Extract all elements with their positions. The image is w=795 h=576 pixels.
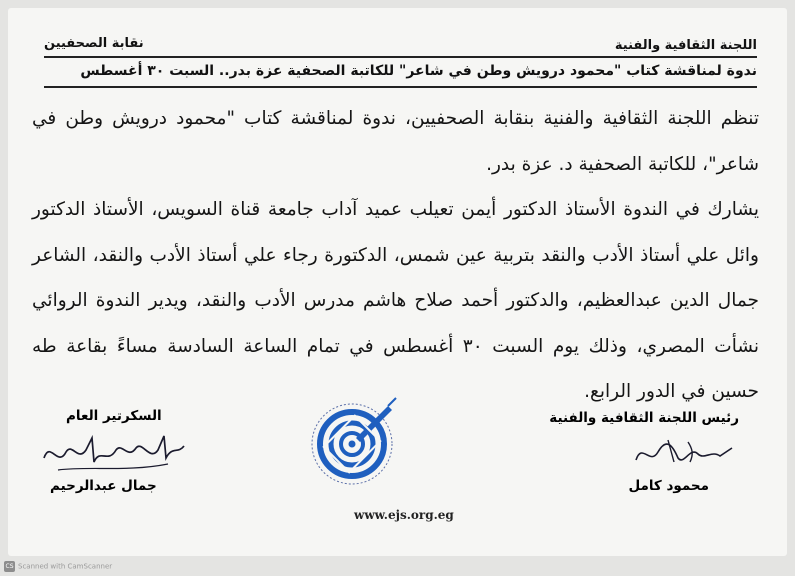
scanner-watermark [4,561,112,572]
scanner-watermark-text: Scanned with CamScanner [18,562,113,571]
body-paragraph-1: تنظم اللجنة الثقافية والفنية بنقابة الصحفيين، ندوة لمناقشة كتاب "محمود درويش وطن في شاعر"، للكاتبة الصحفية د. عزة بدر. [32,108,759,175]
header-divider [44,56,757,58]
document-title: ندوة لمناقشة كتاب "محمود درويش وطن في شاعر" للكاتبة الصحفية عزة بدر.. السبت ٣٠ أغسطس [80,63,757,79]
secretary-general-name: جمال عبدالرحيم [50,478,157,494]
secretary-general-signature [38,428,188,478]
chairman-name: محمود كامل [628,478,709,494]
camscanner-icon: CS [5,563,14,570]
committee-header: اللجنة الثقافية والفنية [614,38,757,53]
title-underline [44,86,757,88]
ejs-logo-icon [304,392,400,494]
website-url: www.ejs.org.eg [354,508,454,522]
secretary-general-title: السكرتير العام [66,408,162,424]
body-paragraph-2: يشارك في الندوة الأستاذ الدكتور أيمن تعيلب عميد آداب جامعة قناة السويس، الأستاذ الدكتور وائل علي أستاذ الأدب والنقد بتربية عين شمس، الدكتورة رجاء علي أستاذ الأدب والنقد، الشاعر جمال الدين عبدالعظيم، والدكتور أحمد صلاح هاشم مدرس الأدب والنقد، ويدير الندوة الروائي نشأت المصري، وذلك يوم السبت ٣٠ أغسطس في تمام الساعة السادسة مساءً بقاعة طه حسين في الدور الرابع. [32,199,759,402]
chairman-title: رئيس اللجنة الثقافية والفنية [549,410,739,426]
document-page [8,8,787,556]
document-body [32,96,759,415]
chairman-signature [628,432,738,472]
syndicate-header: نقابة الصحفيين [44,36,144,51]
